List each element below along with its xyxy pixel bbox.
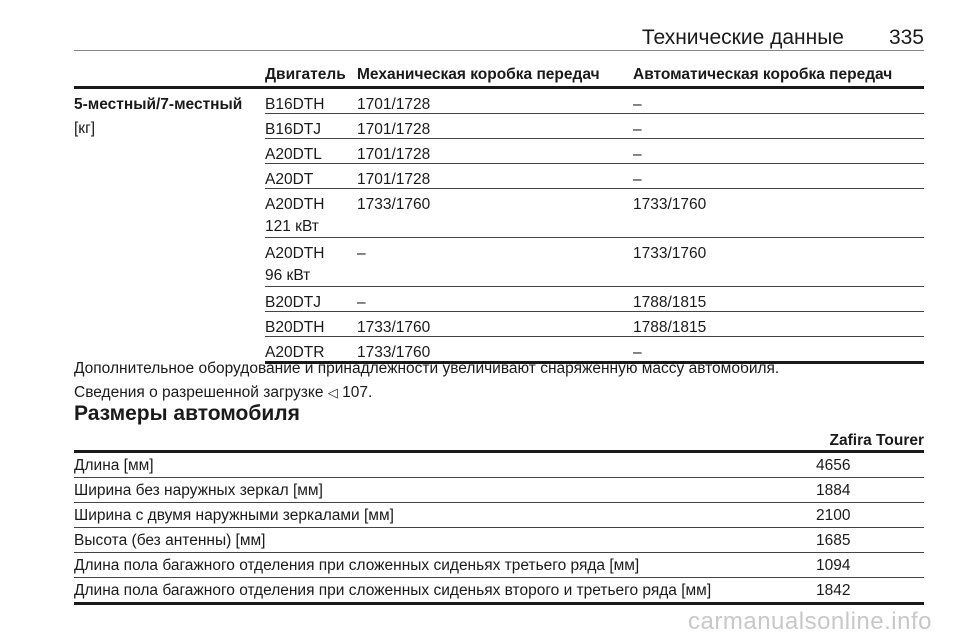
manual-cell: 1733/1760 (357, 196, 431, 213)
page-reference-link[interactable]: 107. (342, 384, 373, 401)
dimension-value: 2100 (816, 507, 851, 524)
table-row (265, 89, 924, 114)
auto-cell: – (633, 146, 642, 163)
col-engine: Двигатель (265, 66, 346, 83)
engine-cell: A20DT (265, 171, 314, 188)
engine-cell: B20DTH (265, 319, 325, 336)
auto-cell: 1788/1815 (633, 319, 707, 336)
manual-cell: 1701/1728 (357, 121, 431, 138)
table-row (74, 553, 924, 578)
col-manual-gearbox: Механическая коробка передач (357, 66, 600, 83)
load-reference-text: Сведения о разрешенной загрузке (74, 384, 324, 401)
weight-table-header (74, 66, 924, 89)
auto-cell: 1733/1760 (633, 196, 707, 213)
dimension-label: Длина [мм] (74, 457, 154, 474)
auto-cell: – (633, 344, 642, 361)
auto-cell: – (633, 171, 642, 188)
col-automatic-gearbox: Автоматическая коробка передач (633, 66, 893, 83)
weight-note: Дополнительное оборудование и принадлежности увеличивают снаряженную массу автомобиля. (74, 360, 780, 377)
dimension-value: 1842 (816, 582, 851, 599)
weight-table (74, 66, 924, 364)
table-row (74, 453, 924, 478)
auto-cell: – (633, 121, 642, 138)
page-reference-arrow-icon: ◁ (327, 385, 338, 400)
table-row (74, 528, 924, 553)
page-title: Технические данные (641, 26, 844, 49)
page-header (74, 26, 924, 51)
table-row (265, 238, 924, 287)
engine-cell: A20DTR (265, 344, 325, 361)
dimension-label: Ширина без наружных зеркал [мм] (74, 482, 323, 499)
dimension-label: Ширина с двумя наружными зеркалами [мм] (74, 507, 394, 524)
auto-cell: 1733/1760 (633, 245, 707, 262)
manual-cell: – (357, 245, 366, 262)
manual-cell: – (357, 294, 366, 311)
auto-cell: – (633, 96, 642, 113)
dimension-label: Высота (без антенны) [мм] (74, 532, 266, 549)
dimension-label: Длина пола багажного отделения при сложенных сиденьях второго и третьего ряда [мм] (74, 582, 712, 599)
engine-power-cell: 96 кВт (265, 267, 311, 284)
unit-label: [кг] (74, 120, 96, 137)
manual-cell: 1733/1760 (357, 344, 431, 361)
seat-config-label: 5-местный/7-местный (74, 96, 243, 113)
engine-cell: B16DTH (265, 96, 325, 113)
col-model: Zafira Tourer (829, 432, 924, 449)
table-row (74, 478, 924, 503)
dimensions-table (74, 432, 924, 605)
engine-cell: A20DTH (265, 245, 325, 262)
table-row (265, 189, 924, 238)
engine-cell: B20DTJ (265, 294, 321, 311)
engine-cell: A20DTH (265, 196, 325, 213)
table-row (265, 164, 924, 189)
manual-cell: 1701/1728 (357, 96, 431, 113)
dimension-value: 1884 (816, 482, 851, 499)
dimension-label: Длина пола багажного отделения при сложенных сиденьях третьего ряда [мм] (74, 557, 640, 574)
dimensions-table-header (74, 432, 924, 453)
load-reference-note (74, 384, 372, 402)
watermark: carmanualsonline.info (688, 608, 932, 635)
page-number: 335 (888, 26, 924, 49)
table-row (265, 312, 924, 337)
engine-cell: A20DTL (265, 146, 322, 163)
table-row (265, 114, 924, 139)
manual-cell: 1733/1760 (357, 319, 431, 336)
engine-cell: B16DTJ (265, 121, 321, 138)
weight-table-body (74, 89, 924, 364)
manual-cell: 1701/1728 (357, 171, 431, 188)
dimension-value: 1685 (816, 532, 851, 549)
table-row (74, 578, 924, 605)
engine-power-cell: 121 кВт (265, 218, 319, 235)
dimension-value: 4656 (816, 457, 851, 474)
auto-cell: 1788/1815 (633, 294, 707, 311)
table-row (265, 139, 924, 164)
table-row (265, 287, 924, 312)
seat-config-cell (74, 93, 254, 141)
table-row (74, 503, 924, 528)
manual-cell: 1701/1728 (357, 146, 431, 163)
dimension-value: 1094 (816, 557, 851, 574)
section-title: Размеры автомобиля (74, 402, 300, 425)
